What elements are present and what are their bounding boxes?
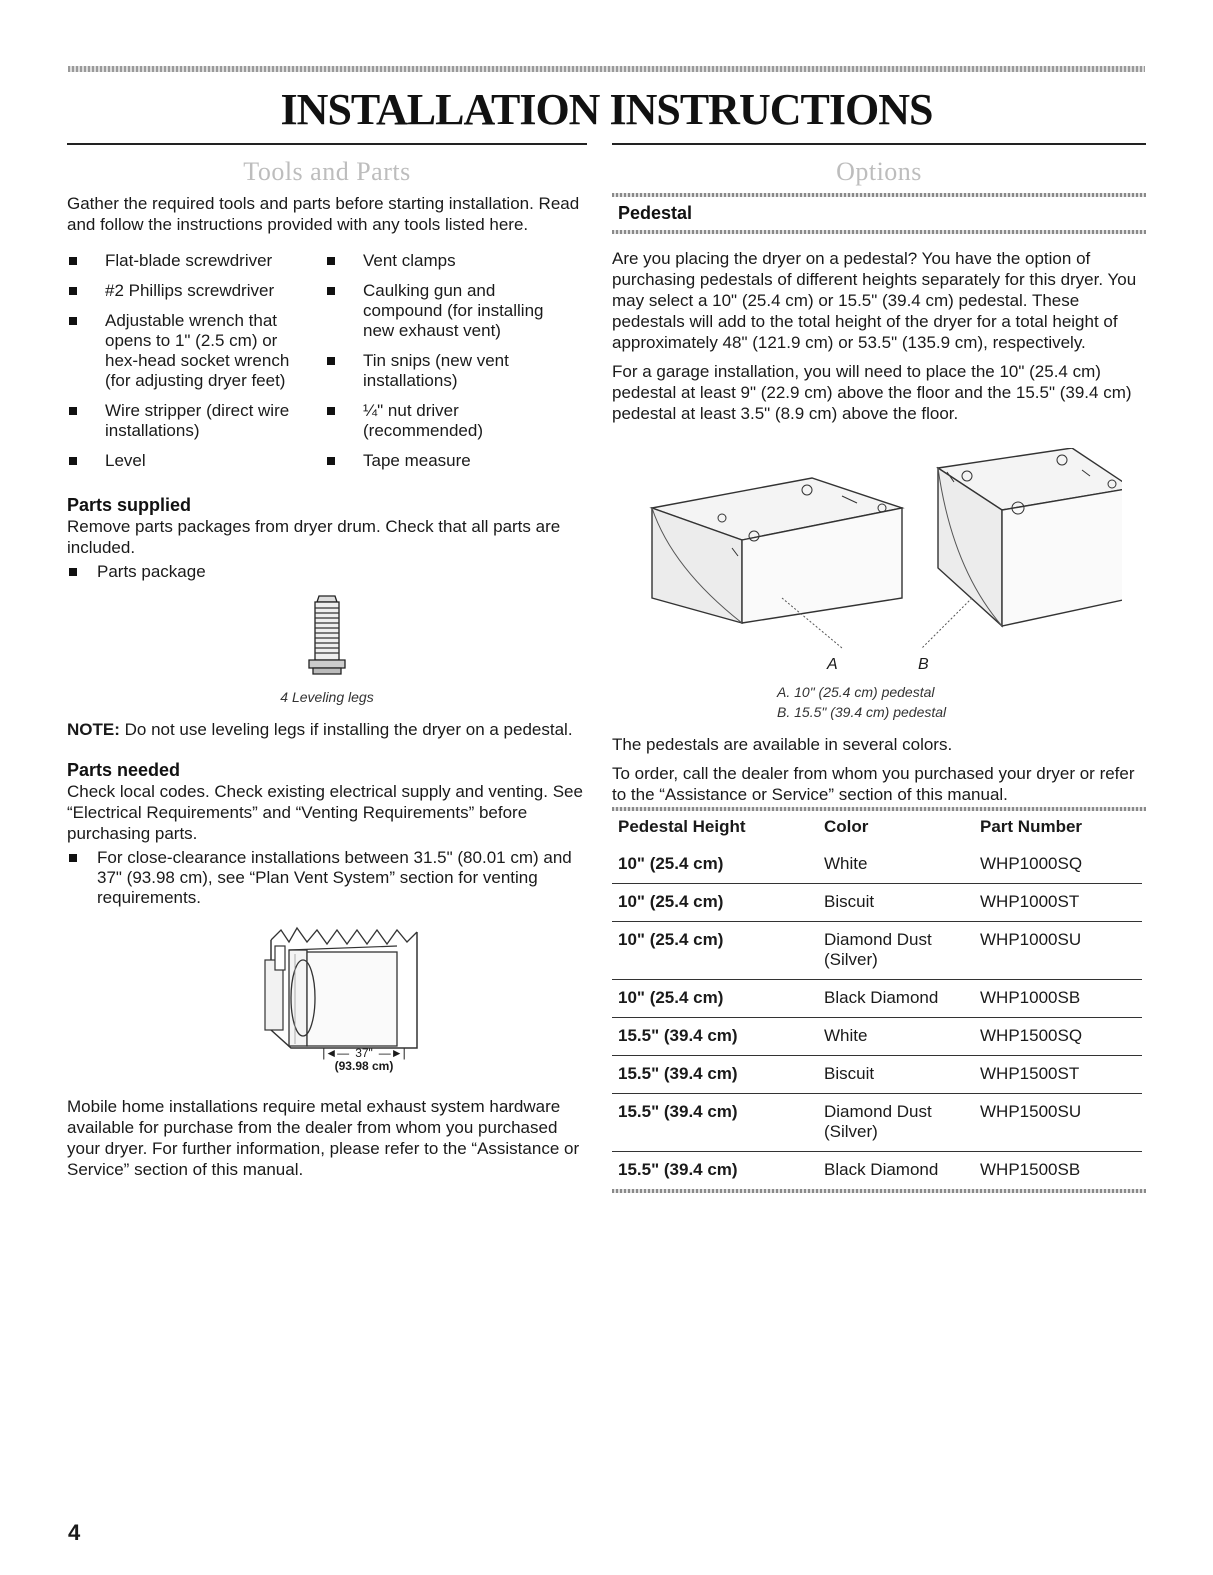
part-number-cell: WHP1500SU <box>974 1094 1142 1152</box>
dimension-inches: 37" <box>355 1046 373 1060</box>
table-row <box>612 1094 1142 1152</box>
color-cell: Black Diamond <box>818 1152 974 1190</box>
list-item: Tape measure <box>325 451 585 471</box>
note-label: NOTE: <box>67 720 120 739</box>
color-cell: Biscuit <box>818 884 974 922</box>
list-item: Wire stripper (direct wire installations) <box>67 401 325 441</box>
tools-parts-heading: Tools and Parts <box>243 157 411 186</box>
colors-text: The pedestals are available in several colors. <box>612 735 953 754</box>
table-row <box>612 1018 1142 1056</box>
section-rule <box>67 143 587 145</box>
color-cell: Diamond Dust (Silver) <box>818 1094 974 1152</box>
list-item: Caulking gun and compound (for installing new exhaust vent) <box>325 281 585 341</box>
note-text: Do not use leveling legs if installing the dryer on a pedestal. <box>119 720 573 739</box>
list-item: Vent clamps <box>325 251 585 271</box>
pedestal-illustration <box>612 448 1146 688</box>
table-row <box>612 1056 1142 1094</box>
table-row <box>612 1152 1142 1190</box>
caption-b: B. 15.5" (39.4 cm) pedestal <box>777 704 947 720</box>
clearance-dimension <box>294 1047 434 1073</box>
parts-supplied-heading: Parts supplied <box>67 495 192 515</box>
list-item: Flat-blade screwdriver <box>67 251 325 271</box>
leveling-leg-icon <box>305 592 349 678</box>
close-clearance-illustration <box>67 920 587 1090</box>
height-cell: 10" (25.4 cm) <box>612 922 818 980</box>
caption-a: A. 10" (25.4 cm) pedestal <box>777 684 935 700</box>
label-b: B <box>918 656 929 673</box>
table-row <box>612 980 1142 1018</box>
color-cell: Diamond Dust (Silver) <box>818 922 974 980</box>
tools-intro: Gather the required tools and parts before starting installation. Read and follow the instructions provided with any tools listed here. <box>67 194 580 234</box>
part-number-cell: WHP1500ST <box>974 1056 1142 1094</box>
table-row <box>612 846 1142 884</box>
options-section <box>612 143 1146 1193</box>
height-cell: 10" (25.4 cm) <box>612 884 818 922</box>
part-number-cell: WHP1500SQ <box>974 1018 1142 1056</box>
height-cell: 15.5" (39.4 cm) <box>612 1018 818 1056</box>
table-header-row <box>612 811 1142 846</box>
table-row <box>612 922 1142 980</box>
note-paragraph <box>67 719 587 740</box>
list-item: Tin snips (new vent installations) <box>325 351 585 391</box>
color-cell: Biscuit <box>818 1056 974 1094</box>
page-title: INSTALLATION INSTRUCTIONS <box>280 85 933 134</box>
parts-package-list <box>67 562 587 582</box>
parts-supplied-text: Remove parts packages from dryer drum. Check that all parts are included. <box>67 517 561 557</box>
height-cell: 10" (25.4 cm) <box>612 846 818 884</box>
page-number: 4 <box>68 1520 81 1545</box>
list-item: #2 Phillips screwdriver <box>67 281 325 301</box>
list-item: Adjustable wrench that opens to 1" (2.5 cm) or hex-head socket wrench (for adjusting dryer feet) <box>67 311 325 391</box>
top-dotted-bar <box>68 66 1145 72</box>
part-number-cell: WHP1000SU <box>974 922 1142 980</box>
dimension-arrow: |◄— 37" —►| <box>322 1046 406 1060</box>
leveling-leg-illustration <box>67 592 587 683</box>
part-number-cell: WHP1000ST <box>974 884 1142 922</box>
color-cell: White <box>818 846 974 884</box>
dotted-divider <box>612 1189 1146 1193</box>
pedestal-table <box>612 811 1142 1189</box>
height-cell: 15.5" (39.4 cm) <box>612 1094 818 1152</box>
pedestal-paragraph-2: For a garage installation, you will need to place the 10" (25.4 cm) pedestal at least 9" (22.9 cm) above the floor and the 15.5" (39.4 cm) pedestal at least 3.5" (8.9 cm) above the floor. <box>612 362 1132 423</box>
order-text: To order, call the dealer from whom you purchased your dryer or refer to the “Assistance or Service” section of this manual. <box>612 764 1135 804</box>
parts-needed-heading: Parts needed <box>67 760 181 780</box>
options-heading: Options <box>836 157 922 186</box>
table-row <box>612 884 1142 922</box>
tools-and-parts-section <box>67 143 587 1180</box>
list-item: For close-clearance installations between 31.5" (80.01 cm) and 37" (93.98 cm), see “Plan Vent System” section for venting requirements. <box>67 848 587 908</box>
pedestal-captions <box>777 682 1146 722</box>
tools-column-1 <box>67 251 325 481</box>
pedestals-icon <box>642 448 1122 668</box>
parts-needed-text: Check local codes. Check existing electrical supply and venting. See “Electrical Requirements” and “Venting Requirements” before purchasing parts. <box>67 782 583 843</box>
tools-list <box>67 251 587 481</box>
table-header: Pedestal Height <box>618 817 746 836</box>
table-header: Part Number <box>980 817 1083 836</box>
dotted-divider <box>612 230 1146 234</box>
list-item: Level <box>67 451 325 471</box>
color-cell: Black Diamond <box>818 980 974 1018</box>
height-cell: 15.5" (39.4 cm) <box>612 1056 818 1094</box>
part-number-cell: WHP1000SQ <box>974 846 1142 884</box>
pedestal-heading: Pedestal <box>618 203 693 223</box>
list-item: Parts package <box>67 562 587 582</box>
height-cell: 15.5" (39.4 cm) <box>612 1152 818 1190</box>
tools-column-2 <box>325 251 585 481</box>
dimension-metric: (93.98 cm) <box>334 1059 394 1073</box>
part-number-cell: WHP1000SB <box>974 980 1142 1018</box>
label-a: A <box>827 656 838 673</box>
section-rule <box>612 143 1146 145</box>
pedestal-paragraph-1: Are you placing the dryer on a pedestal? You have the option of purchasing pedestals of different heights separately for this dryer. You may select a 10" (25.4 cm) or 15.5" (39.4 cm) pedestal. These pedestals will add to the total height of the dryer for a total height of approximately 48" (121.9 cm) or 53.5" (135.9 cm), respectively. <box>612 249 1137 352</box>
mobile-home-text: Mobile home installations require metal exhaust system hardware available for purchase from the dealer from whom you purchased your dryer. For further information, please refer to the “Assistance or Service” section of this manual. <box>67 1097 580 1179</box>
leveling-legs-caption: 4 Leveling legs <box>280 689 374 705</box>
list-item: ¼" nut driver (recommended) <box>325 401 585 441</box>
height-cell: 10" (25.4 cm) <box>612 980 818 1018</box>
color-cell: White <box>818 1018 974 1056</box>
clearance-list <box>67 848 587 908</box>
part-number-cell: WHP1500SB <box>974 1152 1142 1190</box>
dotted-divider <box>612 193 1146 197</box>
table-header: Color <box>824 817 869 836</box>
